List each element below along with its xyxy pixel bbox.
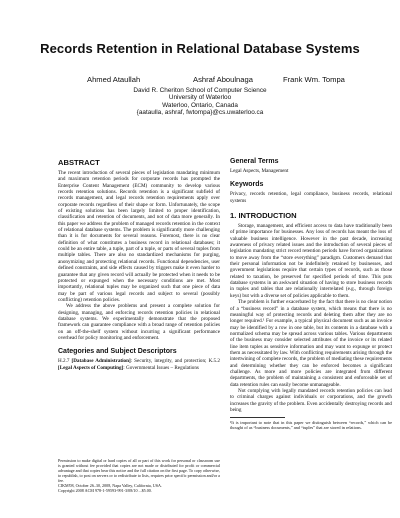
permission-notice bbox=[58, 458, 220, 493]
general-terms-text: Legal Aspects, Management bbox=[230, 168, 289, 174]
keywords-heading: Keywords bbox=[230, 181, 264, 189]
author-name: Frank Wm. Tompa bbox=[283, 75, 345, 84]
left-column bbox=[58, 158, 220, 371]
category-code: K.5.2 bbox=[208, 358, 220, 365]
category-desc: : Security, integrity, and protection; bbox=[130, 358, 207, 365]
affiliation-line: Waterloo, Ontario, Canada bbox=[162, 101, 238, 109]
right-column bbox=[230, 158, 392, 431]
introduction-heading: 1. INTRODUCTION bbox=[230, 211, 297, 221]
abstract-paragraph: We address the above problems and present a complete solution for designing, managing, and enforcing records retention policies in relational database systems. We experimentally demonstrate that the proposed framework can guarantee compliance with a broad range of retention policies on an off-the-shelf system without incurring a significant performance overhead for policy monitoring and enforcement. bbox=[58, 303, 220, 341]
footnote: ¹It is important to note that in this paper we distinguish between “records,” which can be thought of as “business documents,” and “tuples” that are stored in relations. bbox=[230, 420, 392, 431]
category-code: H.2.7 bbox=[58, 358, 70, 365]
author-name: Ashraf Aboulnaga bbox=[193, 75, 253, 84]
affiliation-block bbox=[0, 87, 400, 116]
conference-venue: CIKM'08, October 26–30, 2008, Napa Valley, California, USA. bbox=[58, 483, 162, 488]
general-terms-heading: General Terms bbox=[230, 158, 279, 165]
footnote-rule bbox=[230, 417, 285, 418]
category-desc: : Governmental Issues – Regulations bbox=[123, 364, 199, 371]
author-name: Ahmed Ataullah bbox=[87, 75, 141, 84]
paper-title: Records Retention in Relational Database Systems bbox=[40, 41, 360, 56]
affiliation-line: University of Waterloo bbox=[168, 94, 232, 102]
category-label: [Database Administration] bbox=[71, 358, 131, 365]
category-label: [Legal Aspects of Computing] bbox=[58, 364, 124, 371]
intro-paragraph: Not complying with legally mandated records retention policies can lead to criminal charges against individuals or corporations, and the growth increases the gravity of the problem. Even accidentally destroying records and being bbox=[230, 387, 392, 413]
affiliation-line: David R. Cheriton School of Computer Science bbox=[133, 87, 267, 94]
intro-paragraph: Storage, management, and efficient access to data have traditionally been of prime importance for businesses. Any loss of records has meant the loss of valuable business intelligence. However in the past decade, increasing awareness of privacy related issues and the introduction of several pieces of legislation mandating strict record retention periods have forced organizations to move away from the “store everything” paradigm. Customers demand that their personal information not be indefinitely retained by businesses, and government legislations require that certain types of records, such as those related to taxation, be preserved for specified periods of time. This puts database systems in an awkward situation of having to store business records in tuples and tables that are relationally interrelated (e.g., through foreign keys) but with a diverse set of policies applicable to them. bbox=[230, 223, 392, 299]
author-emails: {aataulla, ashraf, fwtompa}@cs.uwaterloo.ca bbox=[136, 108, 264, 116]
abstract-heading: ABSTRACT bbox=[58, 158, 100, 167]
intro-paragraph: The problem is further exacerbated by the fact that there is no clear notion of a “business record” in a database system, which means that there is no meaningful way of protecting records and deleting them after they are no longer required.¹ For example, a typical physical document such as an invoice may be identified by a row in one table, but its contents in a database with a normalized schema may be spread across various tables. Various departments of the business may consider selected attributes of the invoice or its related line item tuples as sensitive information and may want to expunge or protect them as necessitated by law. With conflicting requirements arising through the intertwining of complete records, the problem of mediating these requirements and determining whether they can be enforced becomes a significant challenge. As more and more policies are integrated from different departments, the problem of maintaining a consistent and enforceable set of data retention rules can easily become unmanageable. bbox=[230, 299, 392, 388]
abstract-paragraph: The recent introduction of several pieces of legislation mandating minimum and maximum retention periods for corporate records has prompted the Enterprise Content Management (ECM) community to develop various records retention solutions. Records retention is a significant subfield of records management, and legal records retention requirements apply over corporate records regardless of their shape or form. Unfortunately, the scope of existing solutions has been largely limited to proper identification, classification and retention of documents, and not of data more generally. In this paper we address the problem of managed records retention in the context of relational database systems. The problem is significantly more challenging than it is for documents for several reasons. Foremost, there is no clear definition of what constitutes a business record in relational databases; it could be an entire table, a tuple, part of a tuple, or parts of several tuples from multiple tables. There are also no standardized mechanisms for purging, anonymizing and protecting relational records. Functional dependencies, user defined constraints, and side effects caused by triggers make it even harder to guarantee that any given record will actually be protected when it needs to be protected or expunged when the necessary conditions are met. Most importantly, relational tuples may be organized such that one piece of data may be part of various legal records and subject to several (possibly conflicting) retention policies. bbox=[58, 170, 220, 303]
keywords-text: Privacy, records retention, legal compliance, business records, relational systems bbox=[230, 191, 392, 204]
categories-heading: Categories and Subject Descriptors bbox=[58, 348, 177, 356]
categories-text bbox=[58, 358, 220, 371]
permission-text: Permission to make digital or hard copies of all or part of this work for personal or classroom use is granted without fee provided that copies are not made or distributed for profit or commercial advantage and that copies bear this notice and the full citation on the first page. To copy otherwise, to republish, to post on servers or to redistribute to lists, requires prior specific permission and/or a fee. bbox=[58, 458, 220, 483]
copyright-line: Copyright 2008 ACM 978-1-59593-991-3/08/10 ...$5.00. bbox=[58, 488, 152, 493]
author-list bbox=[0, 75, 400, 87]
